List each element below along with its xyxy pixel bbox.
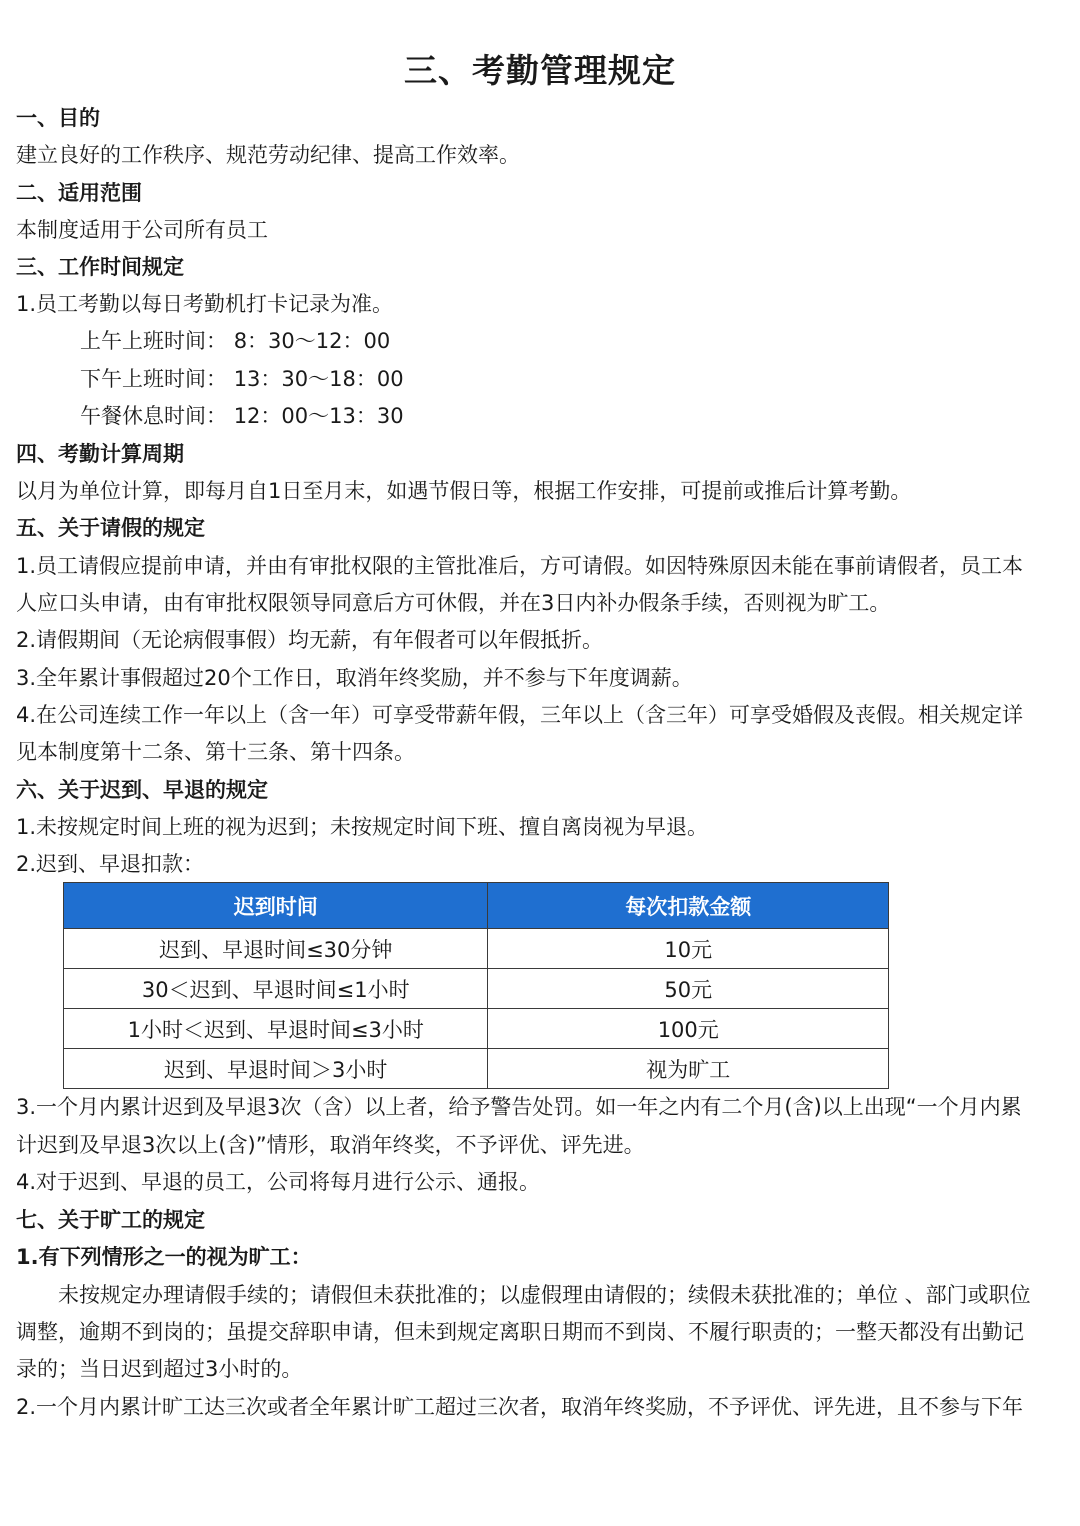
deduction-cell: 10元: [488, 929, 889, 969]
section-6-item-3-line-1: 3.一个月内累计迟到及早退3次（含）以上者，给予警告处罚。如一年之内有二个月(含)以上出现“一个月内累: [16, 1095, 1022, 1119]
late-time-cell: 30＜迟到、早退时间≤1小时: [64, 969, 488, 1009]
work-time-value: 13：30～18：00: [233, 367, 404, 391]
section-2-text: 本制度适用于公司所有员工: [16, 218, 268, 242]
table-header-row: [64, 883, 889, 929]
section-7-para-line-1: [16, 1280, 1066, 1310]
table-row: [64, 1009, 889, 1049]
section-7-para-line-3: 录的；当日迟到超过3小时的。: [16, 1357, 303, 1381]
late-time-cell: 迟到、早退时间＞3小时: [64, 1049, 488, 1089]
work-time-label: 下午上班时间：: [80, 367, 227, 391]
work-time-label: 上午上班时间：: [80, 329, 227, 353]
work-time-label: 午餐休息时间：: [80, 404, 227, 428]
page-title: 三、考勤管理规定: [404, 51, 676, 90]
section-5-item-3: 3.全年累计事假超过20个工作日，取消年终奖励，并不参与下年度调薪。: [16, 666, 693, 690]
section-7-subheading: 1.有下列情形之一的视为旷工：: [16, 1245, 312, 1269]
table-row: [64, 1049, 889, 1089]
late-time-cell: 1小时＜迟到、早退时间≤3小时: [64, 1009, 488, 1049]
late-time-cell: 迟到、早退时间≤30分钟: [64, 929, 488, 969]
late-deduction-table: [63, 882, 889, 1089]
work-time-afternoon: [80, 364, 980, 394]
section-5-item-2: 2.请假期间（无论病假事假）均无薪，有年假者可以年假抵折。: [16, 628, 604, 652]
section-7-item-2: 2.一个月内累计旷工达三次或者全年累计旷工超过三次者，取消年终奖励，不予评优、评先进，且不参与下年: [16, 1395, 1024, 1419]
section-5-heading: 五、关于请假的规定: [16, 516, 205, 540]
deduction-cell: 100元: [488, 1009, 889, 1049]
section-5-item-1-line-2: 人应口头申请，由有审批权限领导同意后方可休假，并在3日内补办假条手续，否则视为旷工。: [16, 591, 891, 615]
section-1-heading: 一、目的: [16, 106, 100, 130]
section-2-heading: 二、适用范围: [16, 181, 142, 205]
section-6-item-3-line-2: 计迟到及早退3次以上(含)”情形，取消年终奖，不予评优、评先进。: [16, 1133, 645, 1157]
section-5-item-1-line-1: 1.员工请假应提前申请，并由有审批权限的主管批准后，方可请假。如因特殊原因未能在事前请假者，员工本: [16, 554, 1024, 578]
section-6-item-4: 4.对于迟到、早退的员工，公司将每月进行公示、通报。: [16, 1170, 541, 1194]
table-row: [64, 969, 889, 1009]
work-time-morning: [80, 326, 980, 356]
section-7-para-line-2: 调整，逾期不到岗的；虽提交辞职申请，但未到规定离职日期而不到岗、不履行职责的；一整天都没有出勤记: [16, 1320, 1024, 1344]
section-6-heading: 六、关于迟到、早退的规定: [16, 778, 268, 802]
section-5-item-4-line-2: 见本制度第十二条、第十三条、第十四条。: [16, 740, 415, 764]
section-6-item-2: 2.迟到、早退扣款：: [16, 852, 205, 876]
deduction-cell: 50元: [488, 969, 889, 1009]
table-row: [64, 929, 889, 969]
work-time-value: 12：00～13：30: [233, 404, 404, 428]
section-7-para-text: 未按规定办理请假手续的；请假但未获批准的；以虚假理由请假的；续假未获批准的；单位 、部门或职位: [58, 1283, 1031, 1307]
section-1-text: 建立良好的工作秩序、规范劳动纪律、提高工作效率。: [16, 143, 520, 167]
table-header-deduction: 每次扣款金额: [488, 883, 889, 929]
section-3-heading: 三、工作时间规定: [16, 255, 184, 279]
section-5-item-4-line-1: 4.在公司连续工作一年以上（含一年）可享受带薪年假，三年以上（含三年）可享受婚假及丧假。相关规定详: [16, 703, 1024, 727]
section-3-item-1: 1.员工考勤以每日考勤机打卡记录为准。: [16, 292, 394, 316]
deduction-cell: 视为旷工: [488, 1049, 889, 1089]
table-header-late-time: 迟到时间: [64, 883, 488, 929]
section-4-heading: 四、考勤计算周期: [16, 442, 184, 466]
section-6-item-1: 1.未按规定时间上班的视为迟到；未按规定时间下班、擅自离岗视为早退。: [16, 815, 709, 839]
section-7-heading: 七、关于旷工的规定: [16, 1208, 205, 1232]
work-time-lunch: [80, 401, 980, 431]
section-4-text: 以月为单位计算，即每月自1日至月末，如遇节假日等，根据工作安排，可提前或推后计算考勤。: [16, 479, 912, 503]
work-time-value: 8：30～12：00: [233, 329, 391, 353]
